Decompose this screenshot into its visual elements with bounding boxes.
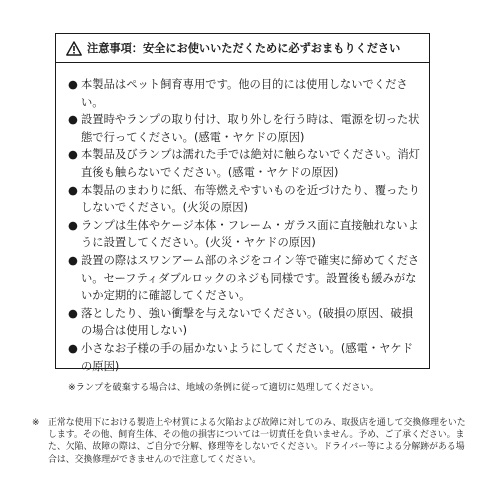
bullet: ● <box>68 148 78 162</box>
caution-item-text: 小さなお子様の手の届かないようにしてください。(感電・ヤケドの原因) <box>81 341 414 373</box>
caution-item-text: 設置時やランプの取り付け、取り外しを行う時は、電源を切った状態で行ってください。(感電・ヤケドの原因) <box>81 113 420 144</box>
caution-item-text: 本製品はペット飼育専用です。他の目的には使用しないでください。 <box>81 78 408 109</box>
bullet: ● <box>68 341 78 355</box>
caution-item-no-contact <box>68 217 424 252</box>
caution-header <box>56 34 429 63</box>
note-mark: ※ <box>32 418 40 428</box>
caution-box <box>55 33 430 393</box>
bullet: ● <box>68 113 78 127</box>
caution-item-no-impact <box>68 305 424 340</box>
caution-title: 注意事項：安全にお使いいただくために必ずおまもりください <box>87 42 401 55</box>
warning-triangle-icon <box>66 41 82 56</box>
caution-item-text: 本製品のまわりに紙、布等燃えやすいものを近づけたり、覆ったりしないでください。(火災の原因) <box>81 183 420 215</box>
caution-item-wet-hands <box>68 146 424 181</box>
caution-item-text: ランプは生体やケージ本体・フレーム・ガラス面に直接触れないように設置してください。(火災・ヤケドの原因) <box>81 218 419 250</box>
caution-item-text: 設置の際はスワンアーム部のネジをコイン等で確実に締めてください。セーフティダブルロックのネジも同様です。設置後も緩みがないか定期的に確認してください。 <box>81 253 420 303</box>
caution-item-flammables <box>68 182 424 217</box>
warranty-note-text: 正常な使用下における製造上や材質による欠陥および故障に対してのみ、取扱店を通して交換修理をいたします。その他、飼育生体、その他の損害については一切責任を負いません。予め、ご了承ください。また、欠陥、故障の際は、ご自分で分解、修理等をしないでください。ドライバー等による分解跡がある場合は、交換修理ができませんので注意してください。 <box>48 418 466 465</box>
bullet: ● <box>68 218 78 232</box>
caution-item-pet-use-only <box>68 76 424 111</box>
caution-item-tighten-screws <box>68 252 424 305</box>
bullet: ● <box>68 183 78 197</box>
bullet: ● <box>68 78 78 91</box>
caution-item-power-off <box>68 111 424 146</box>
caution-item-text: 落としたり、強い衝撃を与えないでください。(破損の原因、破損の場合は使用しない) <box>81 306 414 338</box>
bullet: ● <box>68 306 78 320</box>
caution-item-children <box>68 340 424 375</box>
disposal-note: ※ランプを破棄する場合は、地域の条例に従って適切に処理してください。 <box>68 382 379 393</box>
caution-list <box>68 76 424 375</box>
warranty-note <box>32 417 472 466</box>
caution-item-text: 本製品及びランプは濡れた手では絶対に触らないでください。消灯直後も触らないでください。(感電・ヤケドの原因) <box>81 148 420 179</box>
bullet: ● <box>68 253 78 267</box>
